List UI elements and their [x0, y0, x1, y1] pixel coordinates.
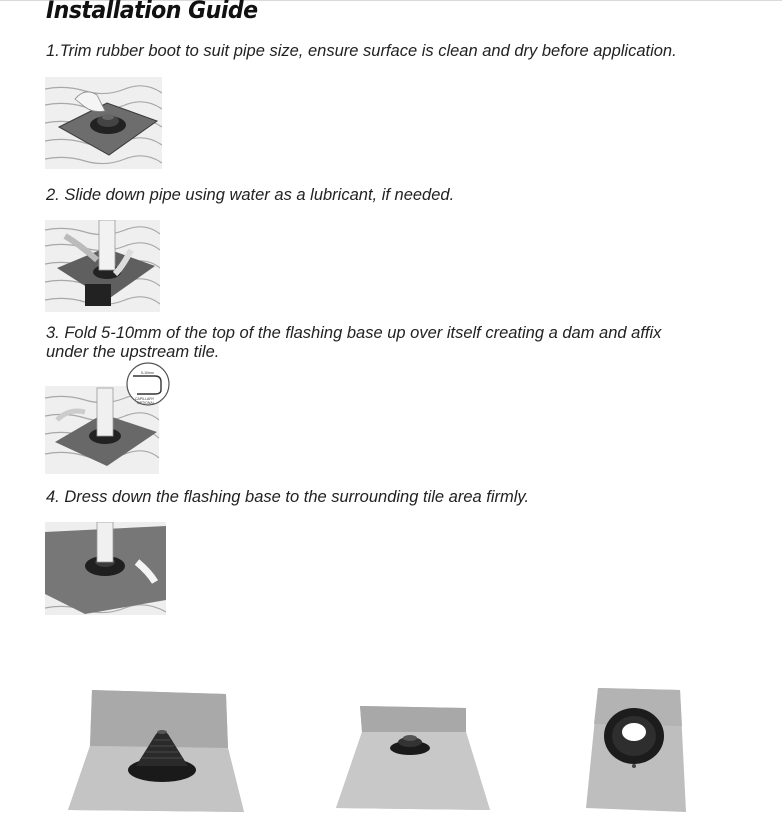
step-3-photo — [45, 362, 175, 474]
step-1-line-1: 1.Trim rubber boot to suit pipe size, ensure surface is clean and dry before application. — [46, 42, 677, 60]
step-1-photo — [45, 77, 162, 169]
step-3-line-1: 3. Fold 5-10mm of the top of the flashing base up over itself creating a dam and affix — [46, 324, 662, 342]
step-2-photo — [45, 220, 160, 312]
inset-label-capillary: CAPILLARY — [135, 397, 155, 401]
step-4-line-1: 4. Dress down the flashing base to the surrounding tile area firmly. — [46, 488, 530, 506]
product-photo-low-boot — [334, 704, 494, 812]
product-photo-top-view — [584, 686, 690, 814]
step-3-text — [46, 324, 661, 362]
inset-label-size: 5-10mm — [141, 371, 154, 375]
page-title: Installation Guide — [46, 0, 258, 24]
step-2-line-1: 2. Slide down pipe using water as a lubricant, if needed. — [46, 186, 455, 204]
product-photo-tall-cone — [66, 688, 248, 814]
step-2-text — [46, 186, 454, 205]
step-3-line-2: under the upstream tile. — [46, 343, 220, 361]
step-1-text — [46, 42, 677, 61]
step-4-photo — [45, 522, 166, 615]
step-4-text — [46, 488, 529, 507]
inset-label-optional: OPTIONAL — [137, 401, 155, 405]
